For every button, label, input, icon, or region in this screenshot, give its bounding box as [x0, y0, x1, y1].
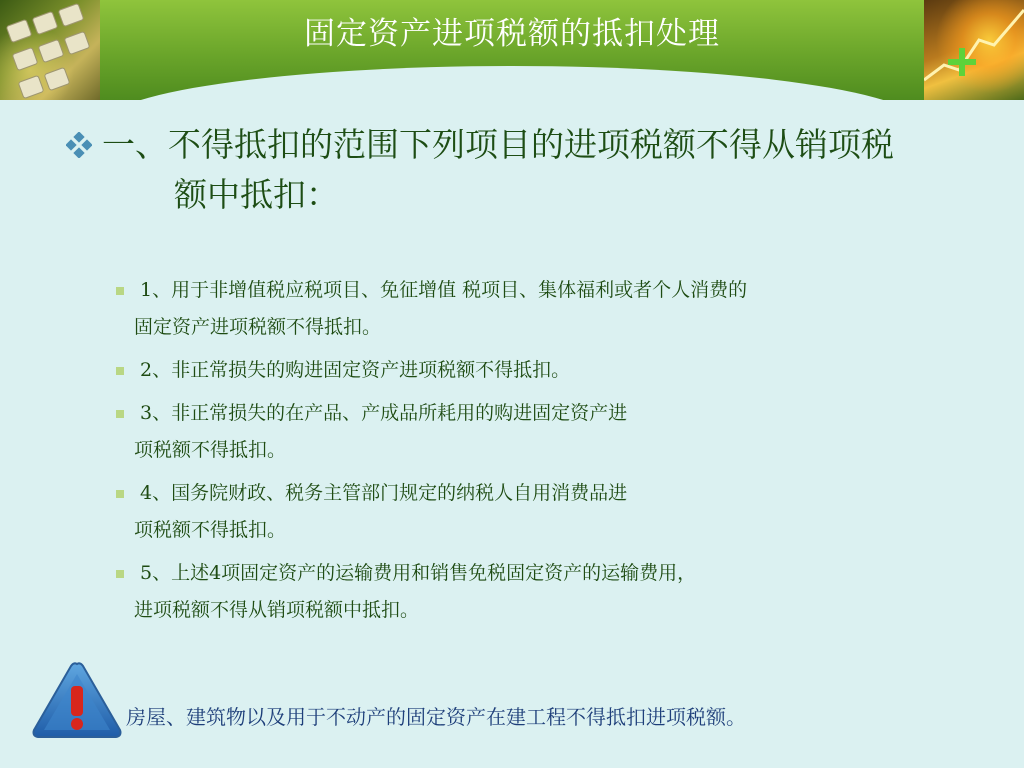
list-item	[110, 555, 990, 629]
list-item-line2: 项税额不得抵扣。	[134, 519, 287, 541]
square-bullet-icon	[116, 570, 124, 578]
list-item-line2: 固定资产进项税额不得抵扣。	[134, 316, 382, 338]
list-item-line2: 进项税额不得从销项税额中抵扣。	[134, 599, 420, 621]
list-item-line1: 2、非正常损失的购进固定资产进项税额不得抵扣。	[140, 359, 571, 381]
list-item	[110, 352, 990, 389]
list-item	[110, 395, 990, 469]
section-heading-line1: 一、不得抵扣的范围下列项目的进项税额不得从销项税	[102, 125, 894, 164]
square-bullet-icon	[116, 490, 124, 498]
list-item-line1: 3、非正常损失的在产品、产成品所耗用的购进固定资产进	[140, 402, 628, 424]
list-item-line1: 5、上述4项固定资产的运输费用和销售免税固定资产的运输费用，	[140, 562, 697, 584]
list-item	[110, 272, 990, 346]
warning-icon	[30, 660, 124, 740]
header-curve	[100, 66, 924, 126]
diamond-bullet-icon	[66, 132, 92, 158]
chart-image	[924, 0, 1024, 100]
square-bullet-icon	[116, 410, 124, 418]
section-heading	[102, 120, 1006, 220]
warning-note: 房屋、建筑物以及用于不动产的固定资产在建工程不得抵扣进项税额。	[126, 705, 746, 729]
square-bullet-icon	[116, 287, 124, 295]
section-heading-line2: 额中抵扣：	[174, 175, 339, 214]
slide-title: 固定资产进项税额的抵扣处理	[304, 16, 720, 52]
keyboard-image	[0, 0, 100, 100]
item-list	[110, 272, 990, 635]
list-item-line2: 项税额不得抵扣。	[134, 439, 287, 461]
list-item-line1: 4、国务院财政、税务主管部门规定的纳税人自用消费品进	[140, 482, 628, 504]
list-item	[110, 475, 990, 549]
square-bullet-icon	[116, 367, 124, 375]
header-bar	[0, 0, 1024, 100]
list-item-line1: 1、用于非增值税应税项目、免征增值 税项目、集体福利或者个人消费的	[140, 279, 748, 301]
heading-row	[66, 120, 1006, 220]
